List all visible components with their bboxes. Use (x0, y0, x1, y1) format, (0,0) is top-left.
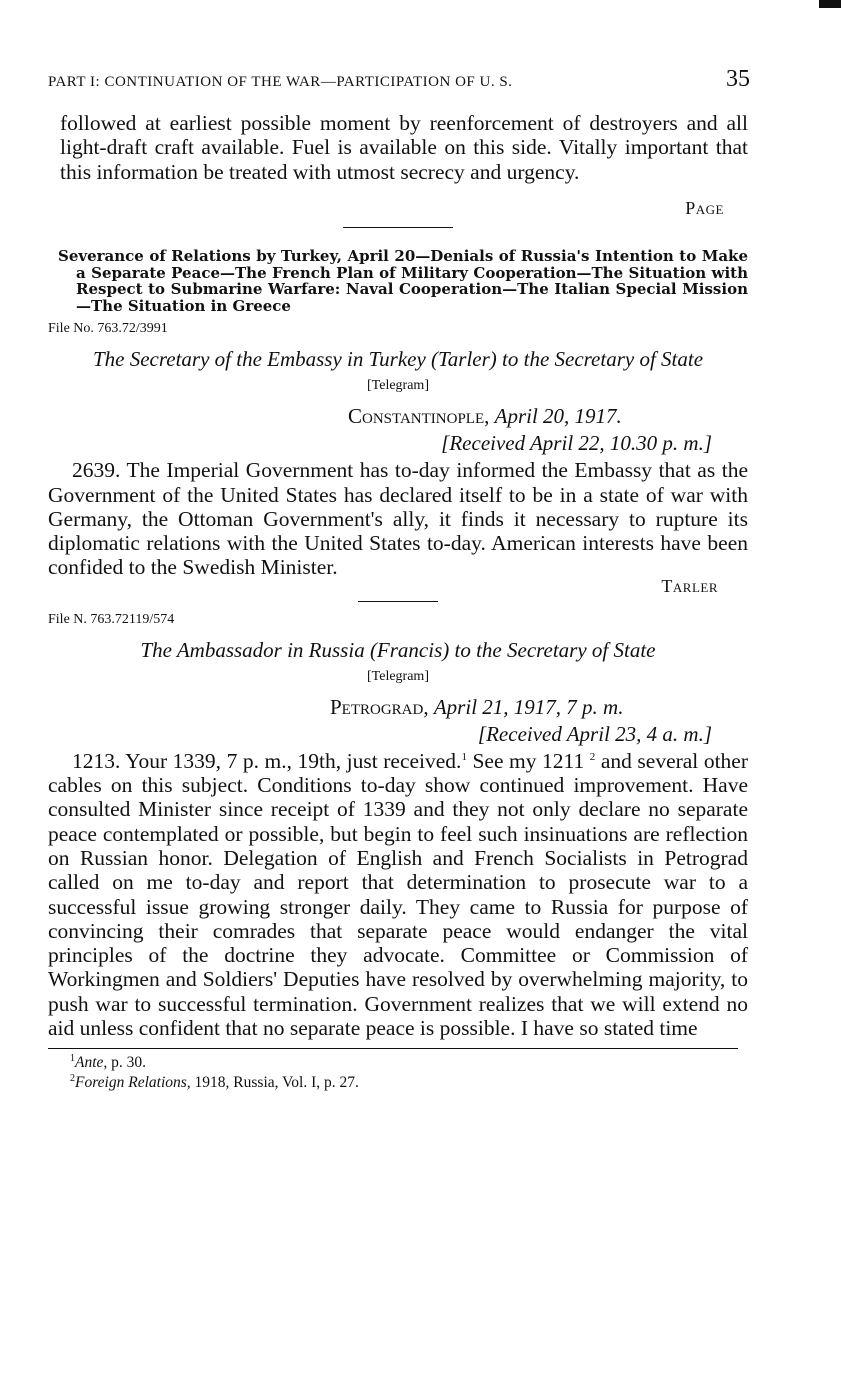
footnote (70, 1073, 748, 1093)
dateline-date: April 20, 1917. (494, 404, 622, 429)
dateline-place: Petrograd, (330, 694, 429, 719)
footnotes (70, 1053, 748, 1093)
footnote-ref: 1 (461, 750, 467, 763)
body-segment: See my 1211 (466, 748, 590, 773)
dateline (330, 695, 748, 720)
dateline-date: April 21, 1917, 7 p. m. (433, 694, 624, 719)
footnote-number: 1 (70, 1053, 75, 1065)
section-heading: Severance of Relations by Turkey, April 20—Denials of Russia's Intention to Make a Separate Peace—The French Plan of Military Cooperation—The Situation with Respect to Submarine Warfare: Naval Cooperation—The Italian Special Mission—The Situation in Greece (58, 246, 748, 316)
dateline-place: Constantinople, (348, 404, 490, 429)
footnote-text: 1918, Russia, Vol. I, p. 27. (190, 1074, 359, 1092)
running-title: PART I: CONTINUATION OF THE WAR—PARTICIPATION OF U. S. (48, 74, 513, 90)
document-page (48, 66, 748, 1093)
signature: Tarler (661, 575, 718, 596)
document-entry (48, 321, 748, 597)
document-divider (358, 601, 438, 602)
page-number: 35 (726, 66, 750, 92)
page-label: Page (685, 197, 724, 218)
footnote-ref: 2 (589, 750, 596, 763)
footnote-text: p. 30. (107, 1054, 147, 1072)
running-header (48, 66, 748, 93)
page-corner-mark (819, 0, 841, 8)
received-note: [Received April 22, 10.30 p. m.] (441, 431, 712, 456)
footnote-number: 2 (70, 1073, 75, 1085)
continuation-paragraph: followed at earliest possible moment by reenforcement of destroyers and all light-draft craft available. Fuel is available on this side. Vitally important that this information be treated with utmost secrecy and urgency. (60, 111, 748, 184)
document-body (48, 749, 748, 1040)
document-body: 2639. The Imperial Government has to-day informed the Embassy that as the Government of the United States has declared itself to be in a state of war with Germany, the Ottoman Government's ally, it finds it necessary to rupture its diplomatic relations with the United States to-day. American interests have been confided to the Swedish Minister. (48, 458, 748, 580)
footnote-italic: Foreign Relations, (75, 1074, 191, 1092)
section-divider (343, 227, 453, 228)
document-title: The Secretary of the Embassy in Turkey (Tarler) to the Secretary of State (92, 347, 704, 372)
footnote-italic: Ante, (75, 1054, 108, 1072)
dateline (348, 404, 748, 429)
document-entry (48, 612, 748, 1041)
file-number: File No. 763.72/3991 (48, 321, 168, 337)
footnote-divider (48, 1048, 738, 1049)
received-note: [Received April 23, 4 a. m.] (477, 721, 712, 746)
body-segment: and several other cables on this subject. Conditions to-day show continued improvement. Have consulted Minister since receipt of 1339 and they not only declare no separate peace contemplated or possible, but begin to feel such insinuations are reflection on Russian honor. Delegation of English and French Socialists in Petrograd called on me to-day and report that determination to prosecute war to a successful issue growing stronger daily. They came to Russia for purpose of convincing their comrades that separate peace would endanger the vital principles of the doctrine they advocate. Committee or Commission of Workingmen and Soldiers' Deputies have resolved by overwhelming majority, to push war to successful termination. Government realizes that we will extend no aid unless confident that no separate peace is possible. I have so stated time (48, 748, 748, 1040)
document-title: The Ambassador in Russia (Francis) to the Secretary of State (140, 637, 656, 662)
telegram-label: [Telegram] (367, 668, 429, 684)
body-segment: 1213. Your 1339, 7 p. m., 19th, just received. (72, 748, 462, 773)
telegram-label: [Telegram] (367, 378, 429, 394)
file-number: File N. 763.72119/574 (48, 611, 175, 627)
footnote (70, 1053, 748, 1073)
